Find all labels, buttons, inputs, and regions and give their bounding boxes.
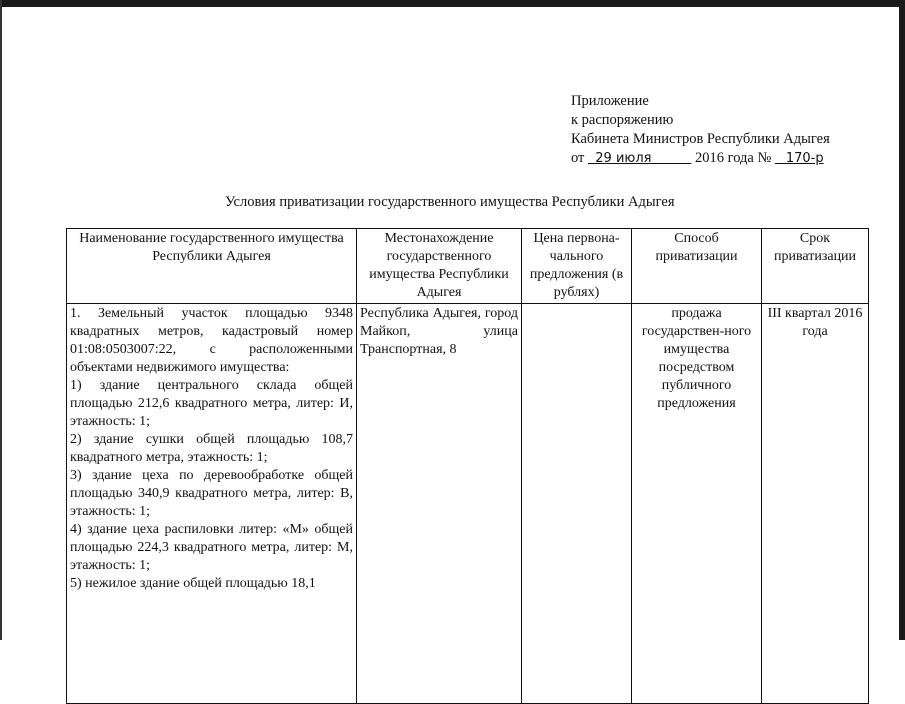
property-item: 2) здание сушки общей площадью 108,7 квадратного метра, этажность: 1;: [70, 432, 353, 465]
cell-location: Республика Адыгея, город Майкоп, улица Транспортная, 8: [357, 304, 522, 704]
header-price: Цена первона-чального предложения (в рублях): [522, 229, 632, 304]
appendix-date-line: [571, 149, 830, 168]
scan-edge-left: [0, 0, 2, 640]
appendix-line: Приложение: [571, 93, 649, 109]
property-item: 1) здание центрального склада общей площадью 212,6 квадратного метра, литер: И, этажность: 1;: [70, 378, 353, 429]
table-row: [67, 304, 869, 704]
header-term: Срок приватизации: [762, 229, 869, 304]
property-item: 1. Земельный участок площадью 9348 квадратных метров, кадастровый номер 01:08:0503007:22, с расположенными объектами недвижимого имущества:: [70, 306, 353, 375]
cell-name: [67, 304, 357, 704]
number-field: [775, 150, 824, 166]
privatization-table: [66, 228, 869, 704]
date-prefix: от: [571, 150, 585, 166]
header-name: Наименование государственного имущества Республики Адыгея: [67, 229, 357, 304]
property-item: 4) здание цеха распиловки литер: «М» общей площадью 224,3 квадратного метра, литер: М, этажность: 1;: [70, 522, 353, 573]
appendix-line: к распоряжению: [571, 112, 674, 128]
property-item: 5) нежилое здание общей площадью 18,1: [70, 576, 316, 591]
property-item: 3) здание цеха по деревообработке общей площадью 340,9 квадратного метра, литер: В, этажность: 1;: [70, 468, 353, 519]
date-field: [588, 150, 691, 166]
date-handwritten: 29 июля: [595, 151, 652, 166]
year-text: 2016 года №: [694, 150, 772, 166]
cell-term: III квартал 2016 года: [762, 304, 869, 704]
number-handwritten: 170-р: [785, 151, 824, 166]
header-method: Способ приватизации: [632, 229, 762, 304]
appendix-line: Кабинета Министров Республики Адыгея: [571, 131, 830, 147]
cell-price: [522, 304, 632, 704]
scan-edge-right: [899, 0, 905, 640]
cell-method: продажа государствен-ного имущества посредством публичного предложения: [632, 304, 762, 704]
appendix-header: [571, 92, 830, 168]
table-header-row: [67, 229, 869, 304]
scan-edge-top: [0, 0, 905, 7]
header-location: Местонахождение государственного имущества Республики Адыгея: [357, 229, 522, 304]
document-title: Условия приватизации государственного имущества Республики Адыгея: [225, 194, 675, 210]
